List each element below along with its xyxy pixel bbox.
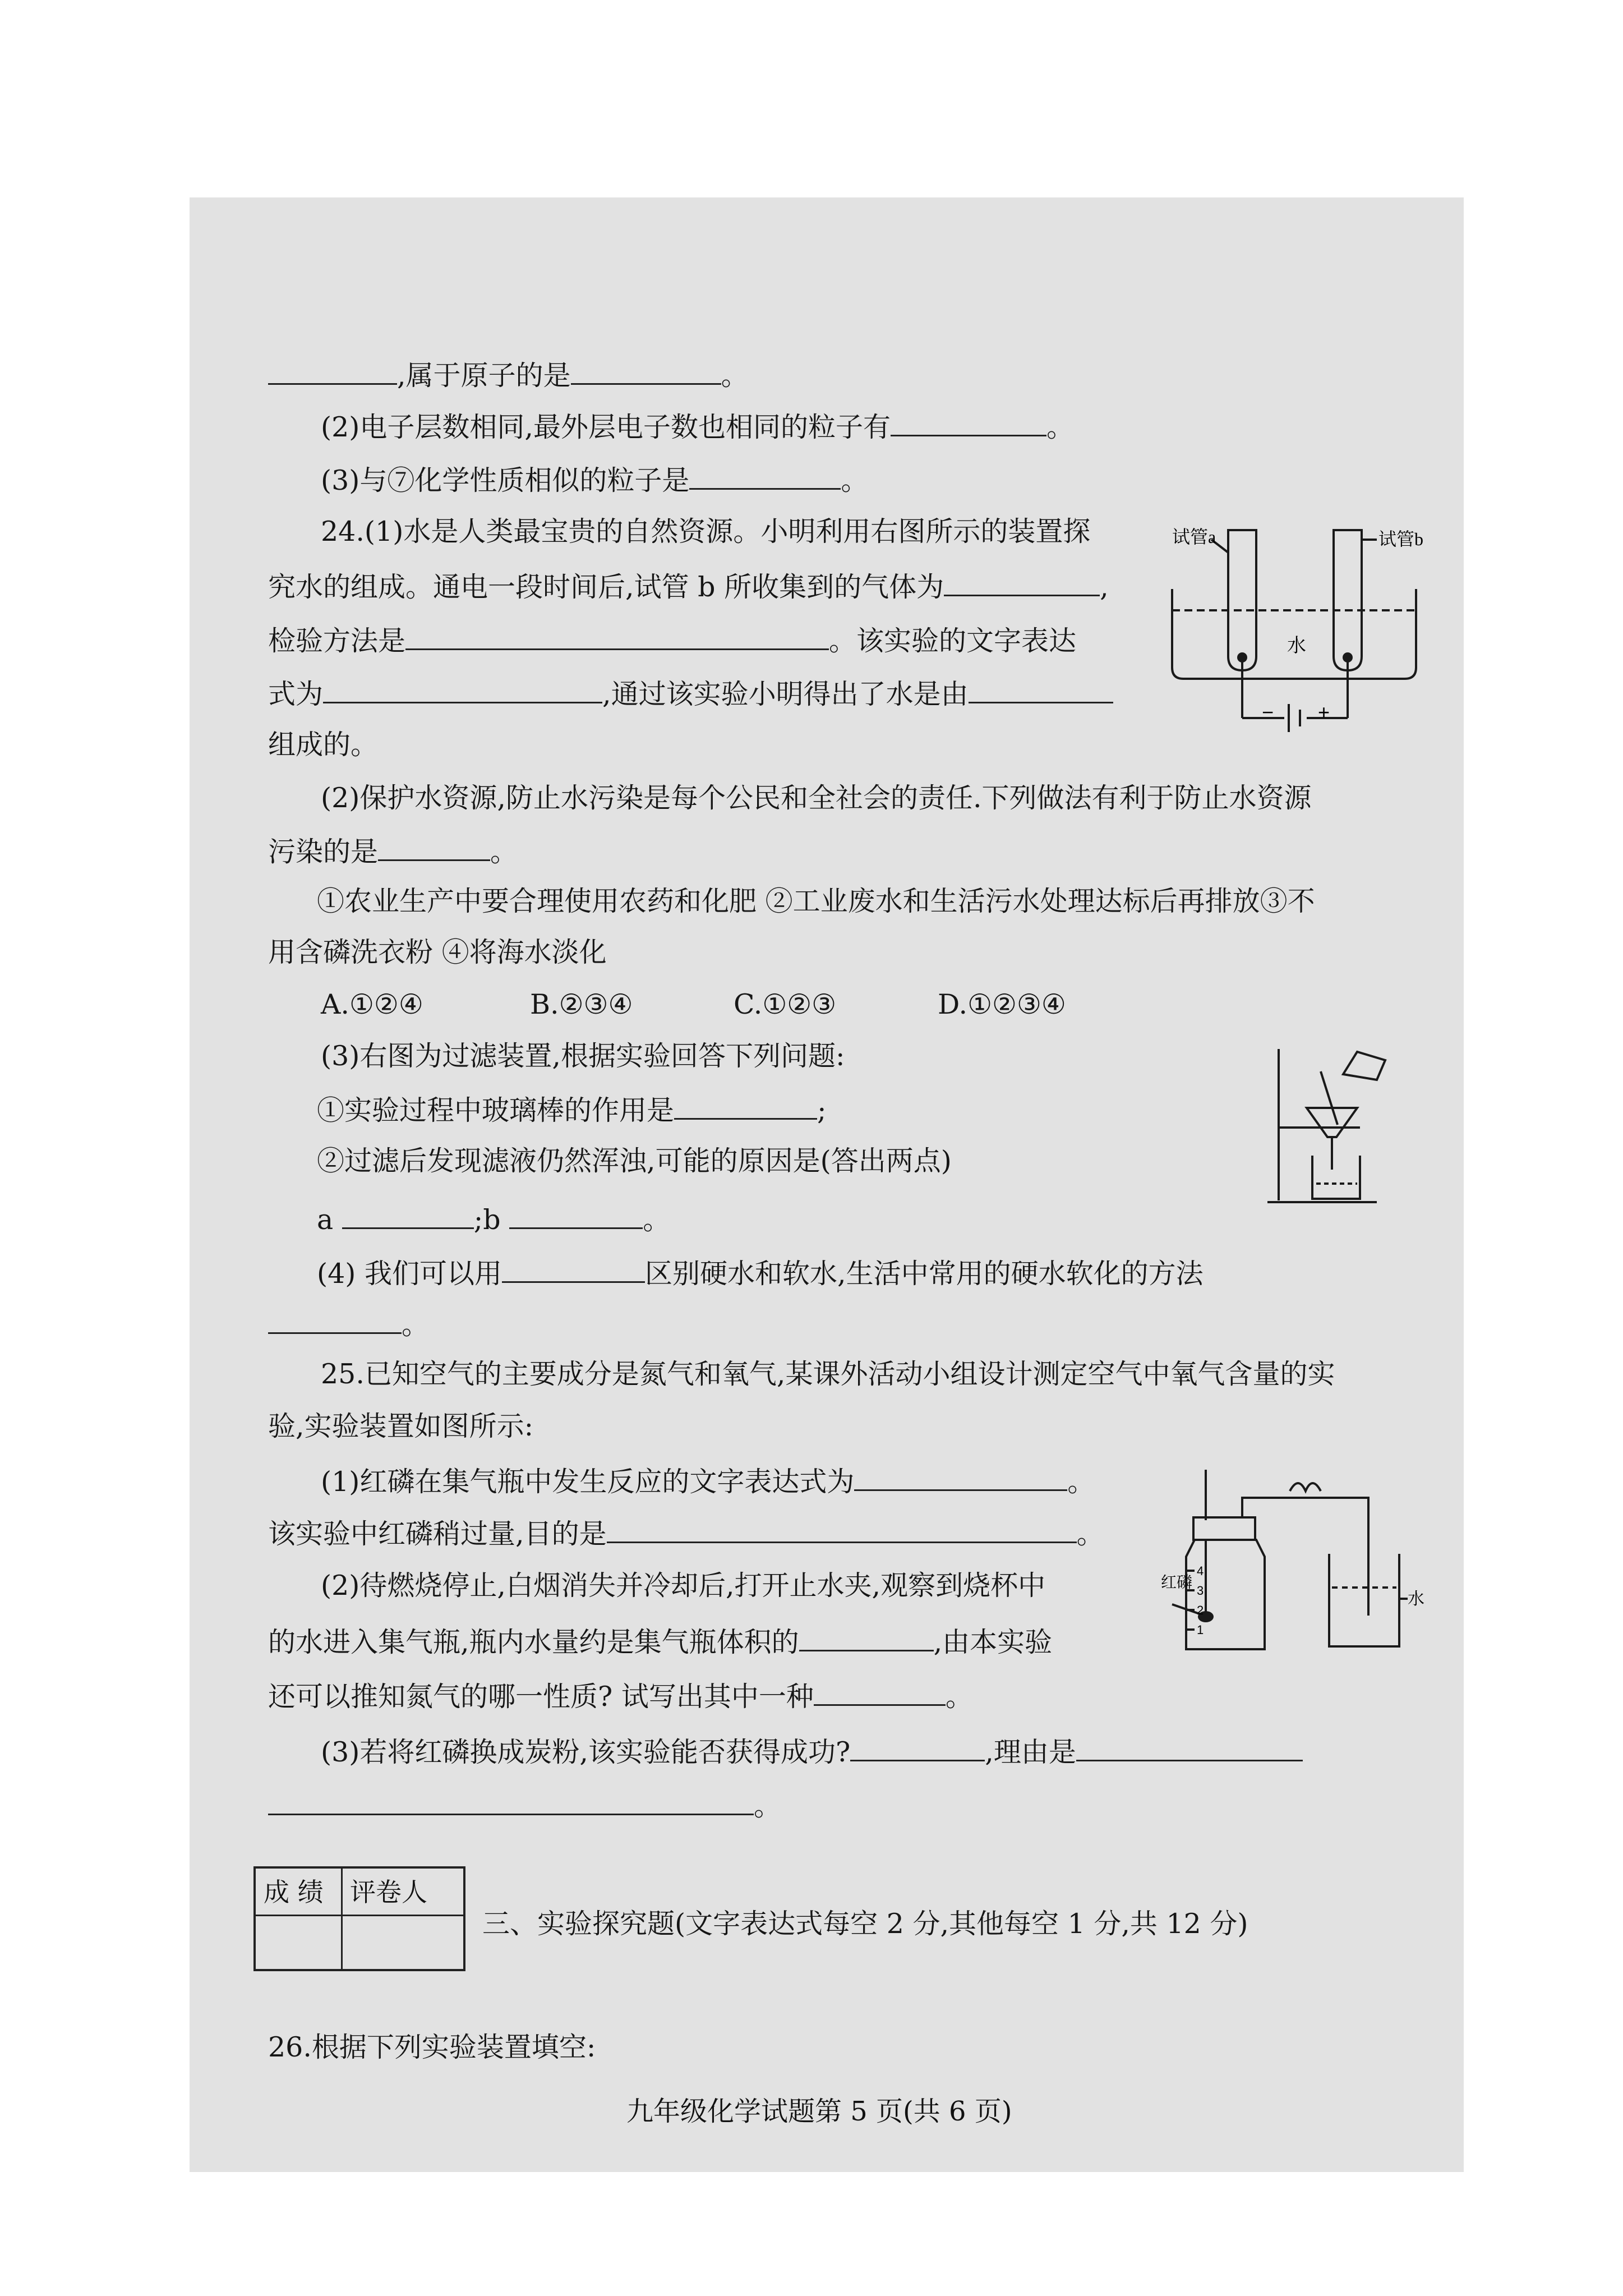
glass-rod <box>1321 1071 1338 1125</box>
q24-2-line-c: ①农业生产中要合理使用农药和化肥 ②工业废水和生活污水处理达标后再排放③不 <box>317 885 1315 917</box>
q24-3-line-d <box>317 1200 670 1237</box>
answer-blank[interactable] <box>405 622 829 650</box>
text: ,通过该实验小明得出了水是由 <box>602 678 969 710</box>
q25-1-line-a <box>321 1462 1095 1499</box>
answer-blank[interactable] <box>268 1305 402 1334</box>
q24-2-line-a: (2)保护水资源,防止水污染是每个公民和全社会的责任.下列做法有利于防止水资源 <box>321 782 1312 814</box>
text: 。 <box>721 360 749 392</box>
table-divider-horizontal <box>256 1915 463 1916</box>
answer-blank[interactable] <box>799 1623 934 1651</box>
q25-3-line-b <box>268 1787 781 1823</box>
answer-blank[interactable] <box>944 568 1100 596</box>
q24-3-line-b <box>317 1091 827 1128</box>
score-table <box>253 1866 465 1971</box>
q24-4-line-a <box>317 1254 1204 1291</box>
label-plus: + <box>1318 701 1330 724</box>
test-tube-b <box>1334 530 1362 670</box>
answer-blank[interactable] <box>502 1254 645 1283</box>
clamp <box>1290 1483 1321 1491</box>
answer-blank[interactable] <box>268 356 397 385</box>
q24-1-line-b <box>268 568 1109 604</box>
text: ;b <box>473 1204 501 1236</box>
grader-header: 评卷人 <box>350 1877 427 1907</box>
text: 。 <box>1046 411 1075 443</box>
mark-label-4: 4 <box>1197 1564 1204 1578</box>
answer-blank[interactable] <box>854 1462 1067 1491</box>
q26-line: 26.根据下列实验装置填空: <box>268 2031 596 2063</box>
page-footer: 九年级化学试题第 5 页(共 6 页) <box>626 2096 1012 2127</box>
answer-blank[interactable] <box>814 1677 946 1706</box>
q25-2-line-b <box>268 1623 1052 1659</box>
text: 检验方法是 <box>268 625 406 657</box>
text: ,理由是 <box>985 1736 1076 1768</box>
text: 式为 <box>268 678 324 710</box>
q24-2-option-a[interactable]: A.①②④ <box>321 988 423 1020</box>
q25-2-line-a: (2)待燃烧停止,白烟消失并冷却后,打开止水夹,观察到烧杯中 <box>321 1570 1046 1602</box>
q24-1-line-d <box>268 675 1113 711</box>
text: ,由本实验 <box>933 1626 1053 1658</box>
text: 。 <box>1076 1518 1104 1550</box>
q24-2-line-d: 用含磷洗衣粉 ④将海水淡化 <box>268 936 607 968</box>
line-q23-1 <box>268 356 749 393</box>
q24-3-line-a: (3)右图为过滤装置,根据实验回答下列问题: <box>321 1040 845 1072</box>
text: 。该实验的文字表达 <box>829 625 1077 657</box>
q24-2-option-b[interactable]: B.②③④ <box>530 988 633 1020</box>
answer-blank[interactable] <box>969 675 1113 703</box>
text: , <box>1100 571 1109 603</box>
q25-1-line-b <box>268 1515 1104 1551</box>
glass-tube <box>1242 1498 1368 1616</box>
answer-blank[interactable] <box>509 1200 643 1229</box>
answer-blank[interactable] <box>689 461 841 490</box>
q25-2-line-c <box>268 1677 973 1714</box>
text: 污染的是 <box>268 836 379 868</box>
text: 。 <box>754 1790 782 1822</box>
text: (3)若将红磷换成炭粉,该实验能否获得成功? <box>321 1736 851 1768</box>
oxygen-content-apparatus-figure <box>1161 1464 1424 1655</box>
mark-label-3: 3 <box>1197 1584 1204 1598</box>
text: (3)与⑦化学性质相似的粒子是 <box>321 464 690 496</box>
answer-blank[interactable] <box>1076 1733 1303 1761</box>
q24-4-line-b <box>268 1305 429 1342</box>
water-trough <box>1172 589 1416 679</box>
q24-1-line-e: 组成的。 <box>268 729 379 761</box>
score-header: 成 绩 <box>264 1877 324 1907</box>
answer-blank[interactable] <box>850 1733 985 1761</box>
test-tube-a <box>1228 530 1256 670</box>
label-tube-a: 试管a <box>1172 527 1216 547</box>
text: ,属于原子的是 <box>397 360 571 392</box>
mark-label-2: 2 <box>1197 1603 1204 1617</box>
filtration-apparatus-figure <box>1265 1041 1444 1209</box>
text: (2)电子层数相同,最外层电子数也相同的粒子有 <box>321 411 891 443</box>
text: 究水的组成。通电一段时间后,试管 b 所收集到的气体为 <box>268 571 944 603</box>
text: 区别硬水和软水,生活中常用的硬水软化的方法 <box>645 1258 1204 1290</box>
label-minus: − <box>1262 701 1274 724</box>
q24-2-line-b <box>268 832 518 869</box>
section-3-title: 三、实验探究题(文字表达式每空 2 分,其他每空 1 分,共 12 分) <box>482 1908 1248 1940</box>
q25-3-line-a <box>321 1733 1303 1769</box>
stopper <box>1193 1517 1255 1540</box>
text: ①实验过程中玻璃棒的作用是 <box>317 1094 675 1126</box>
text: 。 <box>1067 1466 1095 1498</box>
text: 。 <box>643 1204 671 1236</box>
mark-label-1: 1 <box>1197 1623 1204 1637</box>
answer-blank[interactable] <box>323 675 602 703</box>
text: 该实验中红磷稍过量,目的是 <box>268 1518 607 1550</box>
label-water: 水 <box>1287 636 1306 656</box>
q24-3-line-c: ②过滤后发现滤液仍然浑浊,可能的原因是(答出两点) <box>317 1145 952 1177</box>
label-tube-b: 试管b <box>1378 529 1424 549</box>
q24-2-option-d[interactable]: D.①②③④ <box>938 988 1066 1020</box>
answer-blank[interactable] <box>571 356 721 385</box>
water-beaker <box>1329 1554 1399 1646</box>
text: 的水进入集气瓶,瓶内水量约是集气瓶体积的 <box>268 1626 799 1658</box>
text: (1)红磷在集气瓶中发生反应的文字表达式为 <box>321 1466 855 1498</box>
answer-blank[interactable] <box>342 1200 474 1229</box>
answer-blank[interactable] <box>607 1515 1077 1543</box>
label-water: 水 <box>1408 1590 1424 1608</box>
q24-1-line-c <box>268 622 1076 658</box>
funnel <box>1307 1108 1357 1137</box>
text: 。 <box>945 1681 973 1713</box>
text: ; <box>817 1094 827 1126</box>
q24-2-option-c[interactable]: C.①②③ <box>734 988 837 1020</box>
answer-blank[interactable] <box>268 1787 754 1815</box>
table-divider-vertical <box>341 1869 343 1969</box>
answer-blank[interactable] <box>891 408 1046 436</box>
text: a <box>317 1204 334 1236</box>
text: (4) 我们可以用 <box>317 1258 502 1290</box>
line-q23-2 <box>321 408 1074 444</box>
answer-blank[interactable] <box>674 1091 817 1120</box>
text: 还可以推知氮气的哪一性质? 试写出其中一种 <box>268 1681 814 1713</box>
beaker <box>1312 1156 1360 1199</box>
pouring-beaker <box>1343 1052 1385 1080</box>
q25-line-b: 验,实验装置如图所示: <box>268 1410 534 1442</box>
q25-line-a: 25.已知空气的主要成分是氮气和氧气,某课外活动小组设计测定空气中氧气含量的实 <box>321 1358 1335 1390</box>
electrode-right <box>1343 652 1353 662</box>
text: 。 <box>402 1309 430 1341</box>
electrode-left <box>1237 652 1247 662</box>
label-phosphorus: 红磷 <box>1161 1574 1193 1591</box>
q24-1-line-a: 24.(1)水是人类最宝贵的自然资源。小明利用右图所示的装置探 <box>321 516 1091 547</box>
line-q23-3 <box>321 461 868 498</box>
electrolysis-apparatus-figure <box>1150 510 1441 740</box>
text: 。 <box>490 836 518 868</box>
answer-blank[interactable] <box>378 832 490 861</box>
text: 。 <box>841 464 869 496</box>
